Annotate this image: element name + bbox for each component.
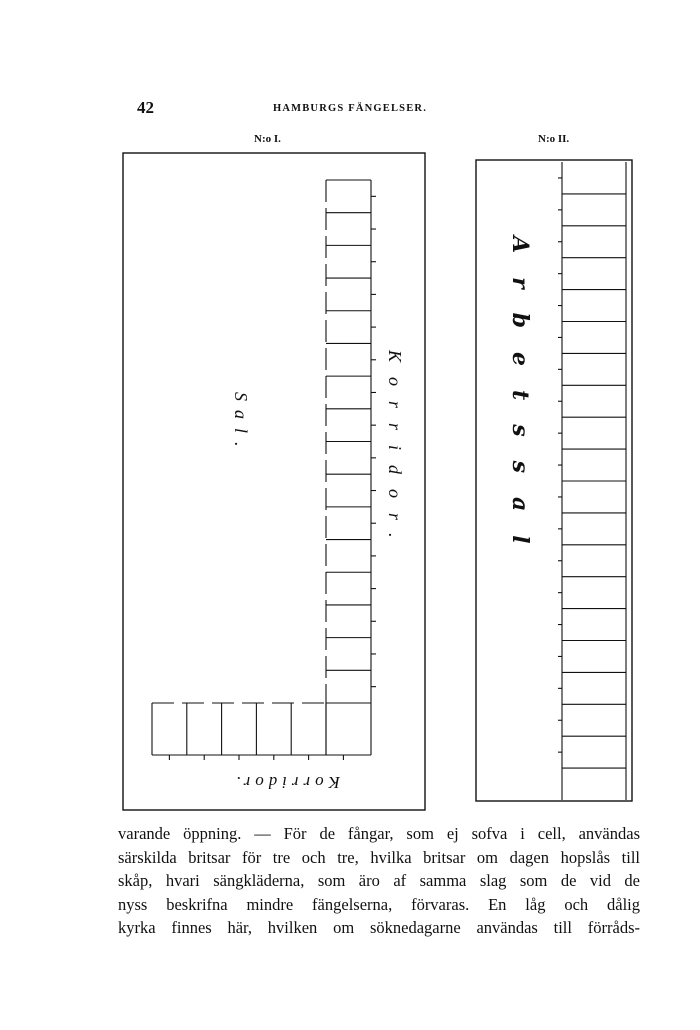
body-line-1: varande öppning. — För de fångar, som ej sofva i cell, användas — [118, 824, 640, 843]
figure-1-label: N:o I. — [254, 133, 281, 145]
corridor-label-right: Korridor. — [385, 350, 405, 553]
figure-1-cell-row — [152, 703, 371, 760]
page-number: 42 — [137, 98, 154, 117]
body-line-4: nyss beskrifna mindre fängelserna, förvaras. En låg och dålig — [118, 894, 640, 914]
body-line-3: skåp, hvari sängkläderna, som äro af samma slag som de vid de — [118, 871, 640, 890]
body-line-5: kyrka finnes här, hvilken om söknedagarne användas till förråds- — [118, 918, 640, 937]
body-line-2: särskilda britsar för tre och tre, hvilka britsar om dagen hopslås till — [118, 847, 640, 867]
figure-2-label: N:o II. — [538, 133, 570, 145]
body-text — [118, 822, 640, 940]
workroom-label: Arbetssal — [507, 236, 533, 568]
corridor-label-bottom: Korridor. — [231, 773, 340, 792]
hall-label: Sal. — [231, 392, 251, 456]
figure-1-cell-column — [326, 180, 376, 755]
figure-2-cell-column — [558, 162, 626, 800]
figure-1-frame — [123, 153, 425, 810]
running-title: HAMBURGS FÄNGELSER. — [272, 103, 428, 114]
